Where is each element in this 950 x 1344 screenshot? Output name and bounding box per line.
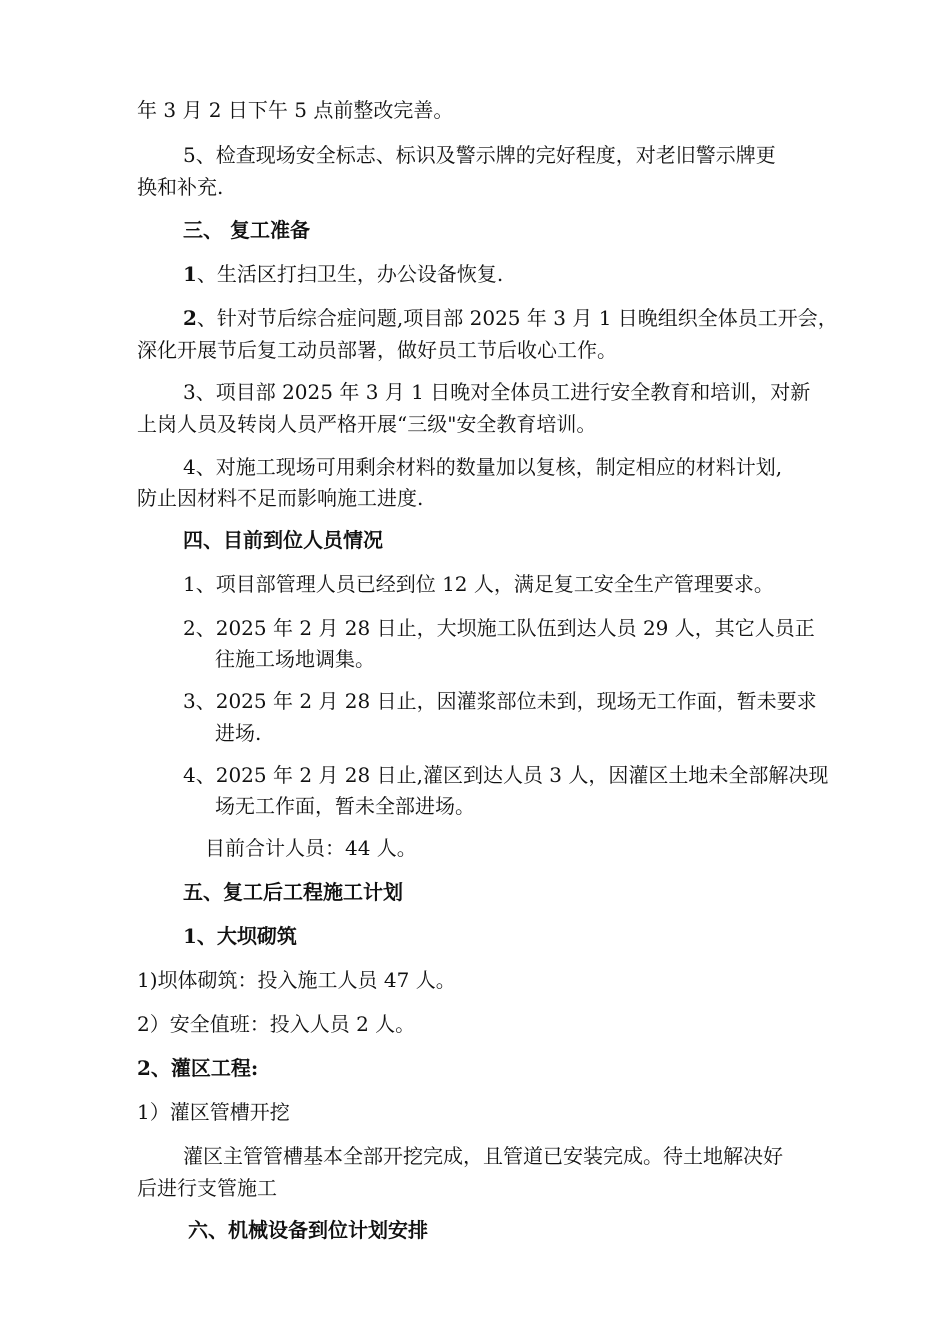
paragraph-line — [183, 304, 838, 332]
list-item: 1)坝体砌筑：投入施工人员 47 人。 — [137, 968, 456, 992]
section-heading-5: 五、复工后工程施工计划 — [183, 880, 403, 904]
list-item: 4、2025 年 2 月 28 日止,灌区到达人员 3 人，因灌区土地未全部解决现 — [183, 763, 829, 787]
paragraph-line: 防止因材料不足而影响施工进度. — [137, 486, 424, 510]
list-item: 3、2025 年 2 月 28 日止，因灌浆部位未到，现场无工作面，暂未要求 — [183, 689, 817, 713]
list-item: 1）灌区管槽开挖 — [137, 1100, 290, 1124]
list-item-continuation: 往施工场地调集。 — [215, 647, 375, 671]
item-text: 、生活区打扫卫生，办公设备恢复. — [196, 262, 504, 286]
list-item: 1、项目部管理人员已经到位 12 人，满足复工安全生产管理要求。 — [183, 572, 774, 596]
paragraph-line: 4、对施工现场可用剩余材料的数量加以复核，制定相应的材料计划, — [183, 455, 783, 479]
item-text: 、针对节后综合症问题,项目部 2025 年 3 月 1 日晚组织全体员工开会， — [196, 306, 838, 330]
list-item: 2、2025 年 2 月 28 日止，大坝施工队伍到达人员 29 人，其它人员正 — [183, 616, 815, 640]
paragraph-line — [183, 260, 503, 288]
section-heading-6: 六、机械设备到位计划安排 — [188, 1218, 428, 1242]
list-item: 2）安全值班：投入人员 2 人。 — [137, 1012, 416, 1036]
section-heading-4: 四、目前到位人员情况 — [183, 528, 383, 552]
section-heading-3: 三、 复工准备 — [183, 218, 310, 242]
subheading: 2、灌区工程: — [137, 1056, 259, 1080]
total-line: 目前合计人员：44 人。 — [205, 836, 417, 860]
paragraph-line: 后进行支管施工 — [137, 1176, 277, 1200]
paragraph-line: 年 3 月 2 日下午 5 点前整改完善。 — [137, 98, 454, 122]
item-number: 2 — [183, 306, 197, 330]
paragraph-line: 灌区主管管槽基本全部开挖完成，且管道已安装完成。待土地解决好 — [183, 1144, 783, 1168]
paragraph-line: 5、检查现场安全标志、标识及警示牌的完好程度，对老旧警示牌更 — [183, 143, 776, 167]
item-number: 1 — [183, 262, 197, 286]
paragraph-line: 3、项目部 2025 年 3 月 1 日晚对全体员工进行安全教育和培训，对新 — [183, 380, 811, 404]
list-item-continuation: 场无工作面，暂未全部进场。 — [215, 794, 475, 818]
paragraph-line: 深化开展节后复工动员部署，做好员工节后收心工作。 — [137, 338, 617, 362]
subheading: 1、大坝砌筑 — [183, 924, 297, 948]
list-item-continuation: 进场. — [215, 721, 262, 745]
paragraph-line: 上岗人员及转岗人员严格开展“三级"安全教育培训。 — [137, 412, 597, 436]
paragraph-line: 换和补充. — [137, 175, 224, 199]
